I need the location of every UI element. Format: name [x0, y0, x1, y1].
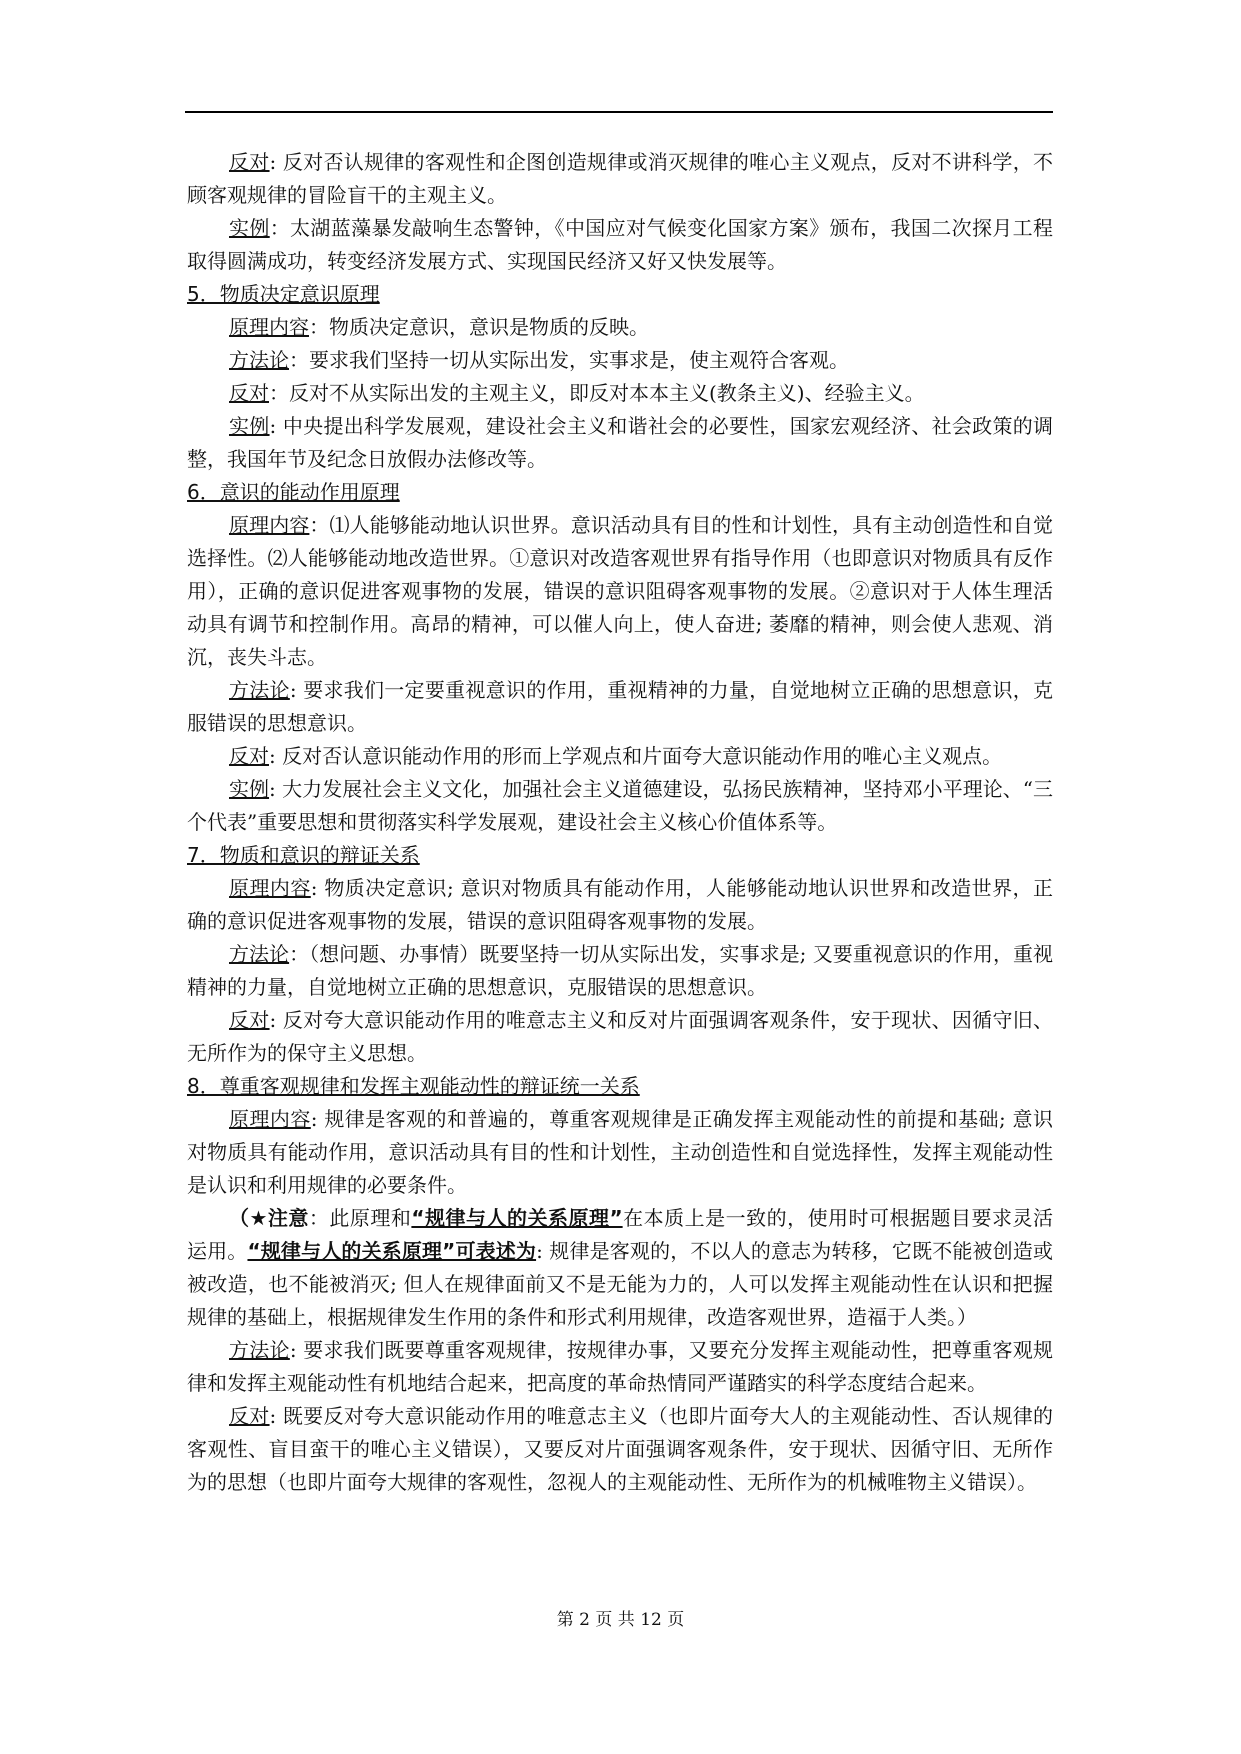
- section-7-heading: [187, 839, 1053, 872]
- s6-oppose-paragraph: [187, 740, 1053, 773]
- section-5-heading: [187, 278, 1053, 311]
- page-footer: 第 2 页 共 12 页: [556, 1610, 685, 1630]
- s6-method-paragraph: [187, 674, 1053, 740]
- s6-oppose-label: 反对: [229, 744, 269, 768]
- s5-oppose-text: ：反对不从实际出发的主观主义，即反对本本主义(教条主义)、经验主义。: [269, 381, 925, 405]
- s8-content-paragraph: [187, 1103, 1053, 1202]
- s6-example-label: 实例: [229, 777, 270, 801]
- s4-example-label: 实例: [229, 216, 270, 240]
- s7-method-label: 方法论: [229, 942, 290, 966]
- note-text-b: 在本质上是一致的，使用时可根据题目要求灵活运用。: [187, 1206, 1054, 1263]
- s6-example-text: : 大力发展社会主义文化，加强社会主义道德建设，弘扬民族精神，坚持邓小平理论、“三个代表”重要思想和贯彻落实科学发展观，建设社会主义核心价值体系等。: [187, 777, 1054, 834]
- s6-content-paragraph: [187, 509, 1053, 674]
- s5-example-label: 实例: [229, 414, 270, 438]
- s6-oppose-text: : 反对否认意识能动作用的形而上学观点和片面夸大意识能动作用的唯心主义观点。: [269, 744, 1003, 768]
- note-quote-1: “规律与人的关系原理”: [411, 1206, 623, 1230]
- s8-oppose-paragraph: [187, 1400, 1053, 1499]
- s4-oppose-label: 反对: [229, 150, 270, 174]
- note-quote-2: “规律与人的关系原理”可表述为: [247, 1239, 537, 1263]
- note-label: （★注意: [229, 1206, 309, 1230]
- s8-method-label: 方法论: [229, 1338, 290, 1362]
- s8-method-paragraph: [187, 1334, 1053, 1400]
- s7-method-text: ：（想问题、办事情）既要坚持一切从实际出发，实事求是; 又要重视意识的作用，重视精神的力量，自觉地树立正确的思想意识，克服错误的思想意识。: [187, 942, 1053, 999]
- s7-content-paragraph: [187, 872, 1053, 938]
- s4-example-text: ：太湖蓝藻暴发敲响生态警钟，《中国应对气候变化国家方案》颁布，我国二次探月工程取得圆满成功，转变经济发展方式、实现国民经济又好又快发展等。: [187, 216, 1054, 273]
- section-6-heading-text: 6．意识的能动作用原理: [187, 480, 400, 504]
- s6-content-text: ：⑴人能够能动地认识世界。意识活动具有目的性和计划性，具有主动创造性和自觉选择性。⑵人能够能动地改造世界。①意识对改造客观世界有指导作用（也即意识对物质具有反作用），正确的意识促进客观事物的发展，错误的意识阻碍客观事物的发展。②意识对于人体生理活动具有调节和控制作用。高昂的精神，可以催人向上，使人奋进; 萎靡的精神，则会使人悲观、消沉，丧失斗志。: [187, 513, 1054, 669]
- s5-content-paragraph: [187, 311, 1053, 344]
- s6-method-text: : 要求我们一定要重视意识的作用，重视精神的力量，自觉地树立正确的思想意识，克服错误的思想意识。: [187, 678, 1053, 735]
- s8-content-text: : 规律是客观的和普遍的，尊重客观规律是正确发挥主观能动性的前提和基础; 意识对物质具有能动作用，意识活动具有目的性和计划性，主动创造性和自觉选择性，发挥主观能动性是认识和利用规律的必要条件。: [187, 1107, 1053, 1197]
- s5-example-text: : 中央提出科学发展观，建设社会主义和谐社会的必要性，国家宏观经济、社会政策的调整，我国年节及纪念日放假办法修改等。: [187, 414, 1053, 471]
- s7-content-text: : 物质决定意识; 意识对物质具有能动作用，人能够能动地认识世界和改造世界，正确的意识促进客观事物的发展，错误的意识阻碍客观事物的发展。: [187, 876, 1053, 933]
- s6-content-label: 原理内容: [229, 513, 310, 537]
- s4-oppose-text: : 反对否认规律的客观性和企图创造规律或消灭规律的唯心主义观点，反对不讲科学，不顾客观规律的冒险盲干的主观主义。: [187, 150, 1053, 207]
- s6-method-label: 方法论: [229, 678, 290, 702]
- s7-oppose-label: 反对: [229, 1008, 270, 1032]
- s8-oppose-text: : 既要反对夸大意识能动作用的唯意志主义（也即片面夸大人的主观能动性、否认规律的客观性、盲目蛮干的唯心主义错误），又要反对片面强调客观条件，安于现状、因循守旧、无所作为的思想（也即片面夸大规律的客观性，忽视人的主观能动性、无所作为的机械唯物主义错误）。: [187, 1404, 1053, 1494]
- note-text-c: : 规律是客观的，不以人的意志为转移，它既不能被创造或被改造，也不能被消灭; 但人在规律面前又不是无能为力的，人可以发挥主观能动性在认识和把握规律的基础上，根据规律发生作用的条件和形式利用规律，改造客观世界，造福于人类。）: [187, 1239, 1053, 1329]
- s7-oppose-paragraph: [187, 1004, 1053, 1070]
- s5-method-text: ：要求我们坚持一切从实际出发，实事求是，使主观符合客观。: [289, 348, 849, 372]
- s8-oppose-label: 反对: [229, 1404, 270, 1428]
- s7-method-paragraph: [187, 938, 1053, 1004]
- s6-example-paragraph: [187, 773, 1053, 839]
- document-body: [187, 146, 1053, 1499]
- s5-oppose-label: 反对: [229, 381, 269, 405]
- s5-oppose-paragraph: [187, 377, 1053, 410]
- s5-method-label: 方法论: [229, 348, 289, 372]
- s5-content-text: ：物质决定意识，意识是物质的反映。: [309, 315, 649, 339]
- section-8-heading-text: 8．尊重客观规律和发挥主观能动性的辩证统一关系: [187, 1074, 640, 1098]
- header-rule: [185, 111, 1053, 113]
- section-7-heading-text: 7．物质和意识的辩证关系: [187, 843, 420, 867]
- s8-method-text: : 要求我们既要尊重客观规律，按规律办事，又要充分发挥主观能动性，把尊重客观规律和发挥主观能动性有机地结合起来，把高度的革命热情同严谨踏实的科学态度结合起来。: [187, 1338, 1053, 1395]
- s5-method-paragraph: [187, 344, 1053, 377]
- s8-note-paragraph: [187, 1202, 1053, 1334]
- s8-content-label: 原理内容: [229, 1107, 311, 1131]
- s7-oppose-text: : 反对夸大意识能动作用的唯意志主义和反对片面强调客观条件，安于现状、因循守旧、无所作为的保守主义思想。: [187, 1008, 1053, 1065]
- section-5-heading-text: 5．物质决定意识原理: [187, 282, 380, 306]
- section-6-heading: [187, 476, 1053, 509]
- s5-example-paragraph: [187, 410, 1053, 476]
- s5-content-label: 原理内容: [229, 315, 309, 339]
- note-text-a: ：此原理和: [308, 1206, 412, 1230]
- section-8-heading: [187, 1070, 1053, 1103]
- s4-example-paragraph: [187, 212, 1053, 278]
- s7-content-label: 原理内容: [229, 876, 311, 900]
- s4-oppose-paragraph: [187, 146, 1053, 212]
